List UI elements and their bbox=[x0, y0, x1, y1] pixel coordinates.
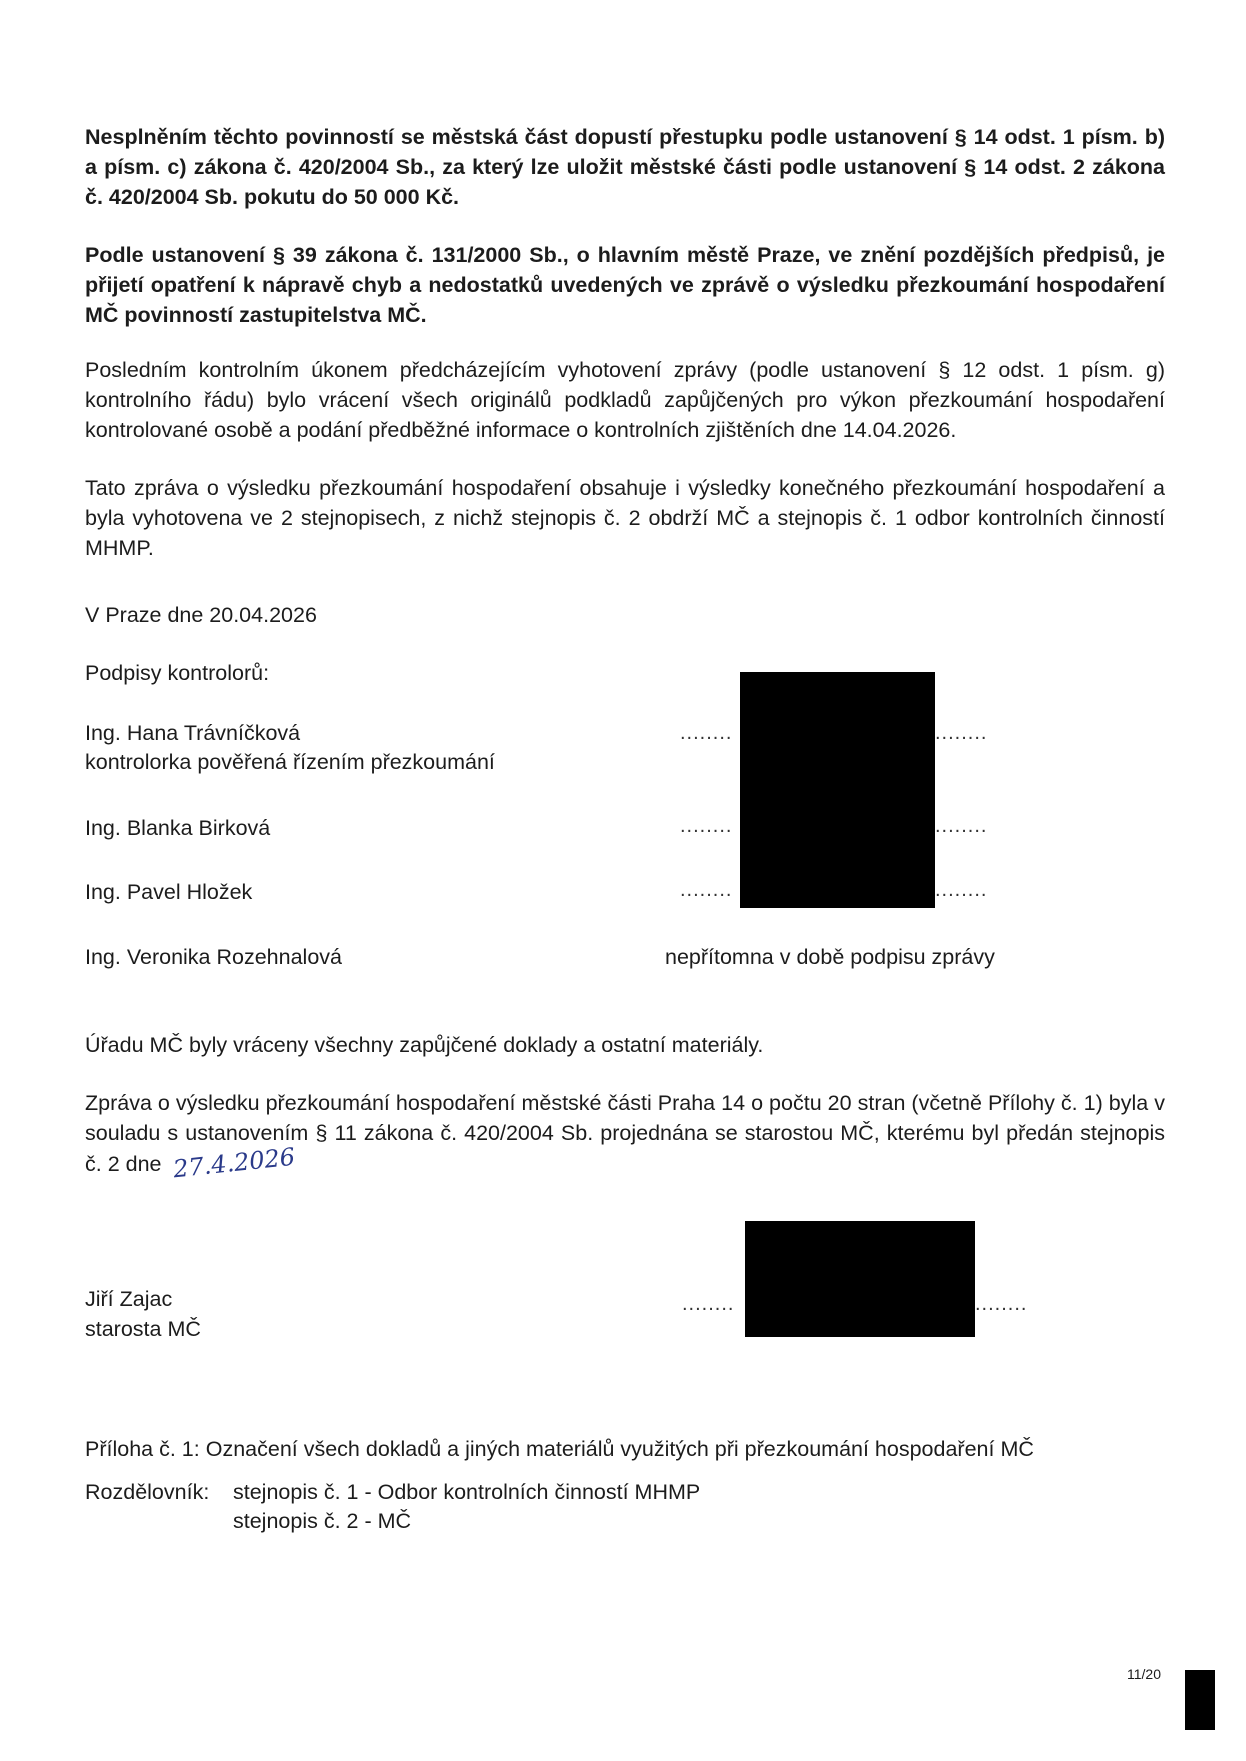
absence-note: nepřítomna v době podpisu zprávy bbox=[665, 945, 995, 969]
appendix-line bbox=[85, 1434, 1034, 1464]
controller-name: Ing. Blanka Birková bbox=[85, 816, 271, 840]
signatures-label: Podpisy kontrolorů: bbox=[85, 661, 270, 685]
paragraph-report-copies: Tato zpráva o výsledku přezkoumání hospodaření obsahuje i výsledky konečného přezkoumání hospodaření a byla vyhotovena ve 2 stejnopisech, z nichž stejnopis č. 2 obdrží MČ a stejnopis č. 1 odbor kontrolních činností MHMP. bbox=[85, 476, 1165, 560]
paragraph-penalty: Nesplněním těchto povinností se městská část dopustí přestupku podle ustanovení § 14 odst. 1 písm. b) a písm. c) zákona č. 420/2004 Sb., za který lze uložit městské části podle ustanovení § 14 odst. 2 zákona č. 420/2004 Sb. pokutu do 50 000 Kč. bbox=[85, 125, 1165, 209]
distribution-item: stejnopis č. 1 - Odbor kontrolních činností MHMP bbox=[233, 1480, 701, 1504]
distribution-label: Rozdělovník: bbox=[85, 1480, 210, 1504]
signature-dots: ........ bbox=[935, 722, 988, 744]
appendix-label: Příloha č. 1: bbox=[85, 1437, 200, 1461]
signature-redaction bbox=[740, 672, 935, 908]
mayor-signature-redaction bbox=[745, 1221, 975, 1337]
discussed-text: Zpráva o výsledku přezkoumání hospodaření městské části Praha 14 o počtu 20 stran (včetně Přílohy č. 1) byla v souladu s ustanovením § 11 zákona č. 420/2004 Sb. projednána se starostou MČ, kterému byl předán stejnopis č. 2 dne bbox=[85, 1091, 1165, 1176]
page-number: 11/20 bbox=[1127, 1666, 1161, 1682]
paragraph-council-duty: Podle ustanovení § 39 zákona č. 131/2000 Sb., o hlavním městě Praze, ve znění pozdějších předpisů, je přijetí opatření k nápravě chyb a nedostatků uvedených ve zprávě o výsledku přezkoumání hospodaření MČ povinností zastupitelstva MČ. bbox=[85, 243, 1165, 327]
date-line: V Praze dne 20.04.2026 bbox=[85, 603, 317, 627]
signature-dots: ........ bbox=[935, 879, 988, 901]
returned-documents-note: Úřadu MČ byly vráceny všechny zapůjčené doklady a ostatní materiály. bbox=[85, 1033, 764, 1057]
handwritten-date: 27.4.2026 bbox=[172, 1142, 297, 1184]
signature-dots: ........ bbox=[680, 879, 733, 901]
distribution-item: stejnopis č. 2 - MČ bbox=[233, 1509, 412, 1533]
mayor-name: Jiří Zajac bbox=[85, 1287, 173, 1311]
signature-dots: ........ bbox=[975, 1293, 1028, 1315]
controller-name: Ing. Pavel Hložek bbox=[85, 880, 253, 904]
corner-redaction bbox=[1185, 1670, 1215, 1730]
signature-dots: ........ bbox=[680, 722, 733, 744]
paragraph-discussed-with-mayor bbox=[85, 1088, 1165, 1184]
controller-name: Ing. Hana Trávníčková bbox=[85, 721, 301, 745]
paragraph-last-control-act: Posledním kontrolním úkonem předcházejícím vyhotovení zprávy (podle ustanovení § 12 odst. 1 písm. g) kontrolního řádu) bylo vrácení všech originálů podkladů zapůjčených pro výkon přezkoumání hospodaření kontrolované osobě a podání předběžné informace o kontrolních zjištěních dne 14.04.2026. bbox=[85, 358, 1165, 442]
appendix-text: Označení všech dokladů a jiných materiálů využitých při přezkoumání hospodaření MČ bbox=[205, 1437, 1034, 1461]
controller-role: kontrolorka pověřená řízením přezkoumání bbox=[85, 750, 495, 774]
controller-name: Ing. Veronika Rozehnalová bbox=[85, 945, 342, 969]
signature-dots: ........ bbox=[935, 815, 988, 837]
signature-dots: ........ bbox=[682, 1293, 735, 1315]
signature-dots: ........ bbox=[680, 815, 733, 837]
mayor-role: starosta MČ bbox=[85, 1317, 201, 1341]
